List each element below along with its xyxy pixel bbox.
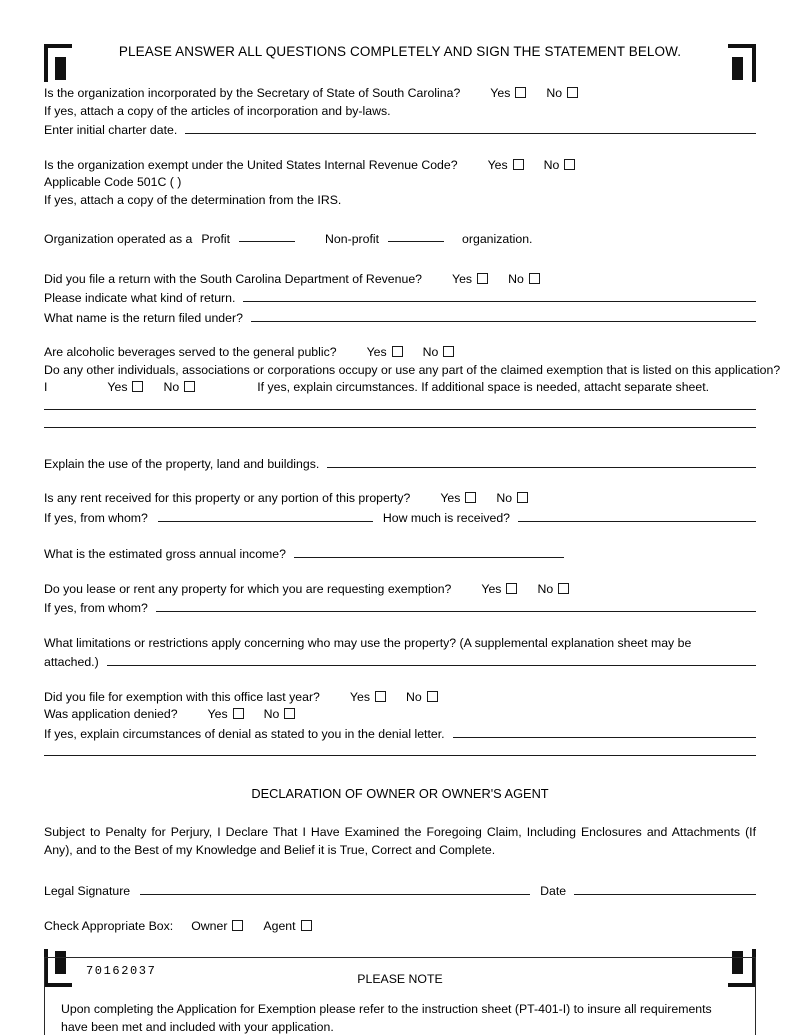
- question-rent-received: [44, 490, 756, 508]
- alcohol-no-checkbox[interactable]: [443, 346, 454, 357]
- yes-label: Yes: [452, 271, 473, 286]
- return-filed-under-row: [44, 308, 756, 328]
- how-much-received-input[interactable]: [518, 508, 756, 522]
- question-filed-return: [44, 271, 756, 289]
- alcohol-yes-checkbox[interactable]: [392, 346, 403, 357]
- rent-from-whom-input[interactable]: [158, 508, 373, 522]
- filed-last-year-no-checkbox[interactable]: [427, 691, 438, 702]
- rent-received-no-checkbox[interactable]: [517, 492, 528, 503]
- irc-exempt-no-checkbox[interactable]: [564, 159, 575, 170]
- explain-use-input[interactable]: [327, 454, 756, 468]
- applicable-code-field[interactable]: Applicable Code 501C ( ): [44, 175, 182, 189]
- signature-input[interactable]: [140, 881, 530, 895]
- lease-from-whom-row: [44, 598, 756, 618]
- yes-label: Yes: [207, 707, 228, 721]
- operated-profit-label: Profit: [201, 232, 231, 246]
- filed-last-year-yes-checkbox[interactable]: [375, 691, 386, 702]
- yes-label: Yes: [487, 157, 508, 172]
- signature-row: [44, 881, 756, 901]
- no-label: No: [163, 380, 180, 394]
- denial-explanation-lines: [44, 755, 756, 756]
- no-label: No: [405, 689, 422, 704]
- question-occupy-use: Do any other individuals, associations or corporations occupy or use any part of the claimed exemption that is listed on this application?: [44, 362, 781, 377]
- form-id-number: 70162037: [86, 964, 157, 978]
- occupy-explanation-lines: [44, 409, 756, 428]
- gross-income-label: What is the estimated gross annual income?: [44, 547, 286, 561]
- question-irc-exempt-text: Is the organization exempt under the United States Internal Revenue Code?: [44, 157, 458, 172]
- date-input[interactable]: [574, 881, 756, 895]
- no-label: No: [496, 491, 513, 505]
- lease-from-whom-input[interactable]: [156, 598, 756, 612]
- filed-return-yes-checkbox[interactable]: [477, 273, 488, 284]
- kind-of-return-row: [44, 288, 756, 308]
- limitations-input[interactable]: [107, 652, 756, 666]
- denial-explain-input[interactable]: [453, 724, 756, 738]
- question-operated-as: [44, 231, 756, 249]
- question-incorporated: [44, 85, 756, 103]
- return-filed-under-input[interactable]: [251, 308, 756, 322]
- yes-label: Yes: [366, 345, 387, 359]
- question-lease-rent: [44, 581, 756, 599]
- question-filed-last-year-text: Did you file for exemption with this office last year?: [44, 689, 320, 704]
- question-incorporated-text: Is the organization incorporated by the Secretary of State of South Carolina?: [44, 86, 461, 100]
- agent-checkbox[interactable]: [301, 920, 312, 931]
- operated-suffix: organization.: [462, 232, 533, 246]
- no-label: No: [263, 707, 280, 721]
- no-label: No: [546, 86, 563, 100]
- question-filed-return-text: Did you file a return with the South Carolina Department of Revenue?: [44, 271, 422, 286]
- question-alcohol: [44, 344, 756, 362]
- incorporated-yes-checkbox[interactable]: [515, 87, 526, 98]
- question-lease-rent-text: Do you lease or rent any property for which you are requesting exemption?: [44, 581, 452, 596]
- yes-label: Yes: [481, 581, 502, 596]
- gross-income-row: [44, 544, 756, 564]
- kind-of-return-input[interactable]: [243, 288, 756, 302]
- denial-explanation-line-1[interactable]: [44, 755, 756, 756]
- rent-from-whom-label: If yes, from whom?: [44, 510, 148, 525]
- rent-from-whom-row: [44, 508, 756, 528]
- please-note-box: [44, 957, 756, 1035]
- charter-date-row: [44, 120, 756, 140]
- occupy-explanation-line-2[interactable]: [44, 427, 756, 428]
- denial-explain-row: [44, 724, 756, 744]
- please-note-title: PLEASE NOTE: [357, 972, 443, 986]
- incorporated-no-checkbox[interactable]: [567, 87, 578, 98]
- operated-nonprofit-input[interactable]: [388, 241, 444, 242]
- lease-from-whom-label: If yes, from whom?: [44, 601, 148, 615]
- question-application-denied-text: Was application denied?: [44, 707, 178, 721]
- question-filed-last-year: [44, 689, 756, 707]
- question-occupy-answer-row: [44, 379, 756, 397]
- lease-rent-no-checkbox[interactable]: [558, 583, 569, 594]
- please-note-body: Upon completing the Application for Exemption please refer to the instruction sheet (PT-401-I) to insure all requirements have been met and included with your application.: [61, 1002, 712, 1034]
- occupy-yes-checkbox[interactable]: [132, 381, 143, 392]
- charter-date-label: Enter initial charter date.: [44, 123, 178, 137]
- form-content: [44, 44, 781, 1035]
- charter-date-input[interactable]: [185, 120, 756, 134]
- return-filed-under-label: What name is the return filed under?: [44, 310, 243, 325]
- occupy-no-checkbox[interactable]: [184, 381, 195, 392]
- denial-explain-label: If yes, explain circumstances of denial as stated to you in the denial letter.: [44, 726, 445, 741]
- yes-label: Yes: [490, 86, 511, 100]
- occupy-prefix: I: [44, 380, 48, 394]
- explain-use-label: Explain the use of the property, land and buildings.: [44, 456, 320, 471]
- application-denied-no-checkbox[interactable]: [284, 708, 295, 719]
- kind-of-return-label: Please indicate what kind of return.: [44, 291, 236, 305]
- no-label: No: [422, 345, 439, 359]
- irc-exempt-yes-checkbox[interactable]: [513, 159, 524, 170]
- how-much-received-label: How much is received?: [382, 510, 510, 525]
- no-label: No: [508, 271, 524, 286]
- no-label: No: [537, 581, 554, 596]
- occupy-explanation-line-1[interactable]: [44, 409, 756, 410]
- operated-profit-input[interactable]: [239, 241, 295, 242]
- question-irc-exempt: [44, 157, 756, 175]
- check-appropriate-box-label: Check Appropriate Box:: [44, 918, 174, 933]
- page-title: PLEASE ANSWER ALL QUESTIONS COMPLETELY AND SIGN THE STATEMENT BELOW.: [118, 44, 682, 59]
- filed-return-no-checkbox[interactable]: [529, 273, 540, 284]
- limitations-cont-row: [44, 652, 756, 672]
- lease-rent-yes-checkbox[interactable]: [506, 583, 517, 594]
- declaration-heading: DECLARATION OF OWNER OR OWNER'S AGENT: [251, 786, 549, 801]
- explain-use-row: [44, 454, 756, 474]
- owner-checkbox[interactable]: [232, 920, 243, 931]
- gross-income-input[interactable]: [294, 544, 564, 558]
- yes-label: Yes: [107, 380, 128, 394]
- date-label: Date: [540, 884, 567, 898]
- irs-note: If yes, attach a copy of the determination from the IRS.: [44, 192, 342, 207]
- question-alcohol-text: Are alcoholic beverages served to the general public?: [44, 345, 337, 359]
- yes-label: Yes: [349, 689, 370, 704]
- incorporated-note: If yes, attach a copy of the articles of incorporation and by-laws.: [44, 103, 391, 118]
- question-application-denied: [44, 706, 756, 724]
- question-rent-received-text: Is any rent received for this property or any portion of this property?: [44, 491, 411, 505]
- owner-label: Owner: [191, 918, 228, 933]
- declaration-body: Subject to Penalty for Perjury, I Declare That I Have Examined the Foregoing Claim, Including Enclosures and Attachments (If Any), and to the Best of my Knowledge and Belief it is True, Correct and Complete.: [44, 825, 756, 857]
- yes-label: Yes: [440, 491, 461, 505]
- rent-received-yes-checkbox[interactable]: [465, 492, 476, 503]
- check-appropriate-box-row: [44, 918, 756, 936]
- limitations-cont-label: attached.): [44, 655, 99, 669]
- agent-label: Agent: [263, 918, 296, 933]
- application-denied-yes-checkbox[interactable]: [233, 708, 244, 719]
- occupy-explain-note: If yes, explain circumstances. If additional space is needed, attacht separate sheet.: [257, 380, 710, 394]
- no-label: No: [543, 157, 560, 172]
- signature-label: Legal Signature: [44, 884, 131, 898]
- operated-nonprofit-label: Non-profit: [325, 232, 380, 246]
- operated-prefix: Organization operated as a: [44, 232, 193, 246]
- question-limitations: What limitations or restrictions apply concerning who may use the property? (A supplemental explanation sheet may be: [44, 635, 692, 650]
